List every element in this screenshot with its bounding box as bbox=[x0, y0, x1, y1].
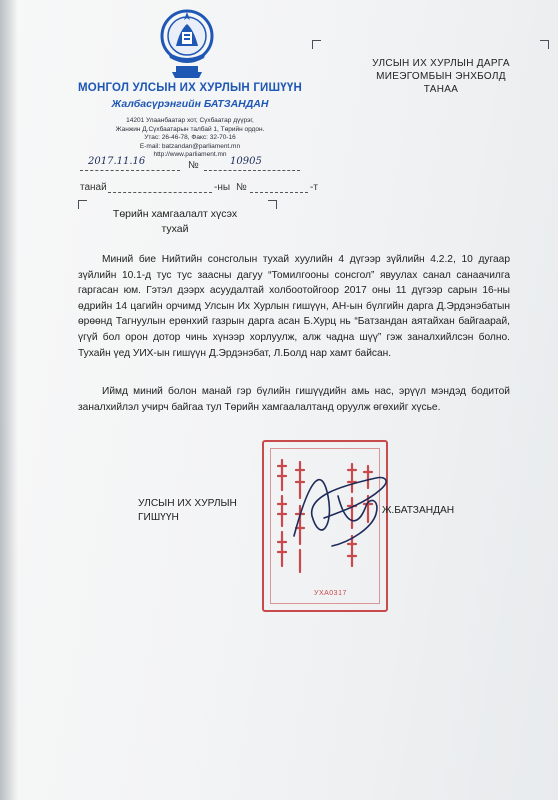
subject-line: Төрийн хамгаалалт хүсэх bbox=[112, 208, 238, 220]
signatory-title-line: ГИШҮҮН bbox=[138, 512, 179, 523]
tanai-field bbox=[108, 192, 212, 193]
corner-mark bbox=[312, 40, 321, 49]
corner-mark bbox=[540, 40, 549, 49]
stamp-code: УХА0317 bbox=[314, 590, 347, 597]
page-shadow bbox=[0, 0, 18, 800]
contact-phone-line: Утас: 26-46-78, Факс: 32-70-16 bbox=[144, 134, 236, 141]
letter-body bbox=[78, 384, 510, 415]
ny-label: -ны bbox=[214, 182, 231, 193]
letter-body bbox=[78, 252, 510, 361]
body-paragraph: Иймд миний болон манай гэр бүлийн гишүүдийн амь нас, эрүүл мэндэд бодитой заналхийлэл учирч байгаа тул Төрийн хамгаалалтанд оруулж өгөхийг хүсье. bbox=[78, 386, 510, 413]
number-label: № bbox=[188, 160, 199, 171]
subject-line: тухай bbox=[161, 223, 189, 235]
date-handwritten: 2017.11.16 bbox=[88, 156, 146, 167]
recipient-line: МИЕЭГОМБЫН ЭНХБОЛД bbox=[376, 71, 506, 82]
number-label: № bbox=[236, 182, 247, 193]
signatory-name: Ж.БАТЗАНДАН bbox=[382, 505, 455, 516]
number-handwritten: 10905 bbox=[230, 156, 262, 167]
recipient-line: ТАНАА bbox=[423, 84, 459, 95]
contact-address-line: Жанжин Д.Сүхбаатарын талбай 1, Төрийн ордон. bbox=[115, 125, 265, 133]
corner-mark bbox=[268, 200, 277, 209]
org-title: МОНГОЛ УЛСЫН ИХ ХУРЛЫН ГИШҮҮН bbox=[78, 82, 302, 94]
contact-email-line: E-mail: batzandan@parliament.mn bbox=[139, 142, 241, 150]
date-field bbox=[80, 170, 180, 171]
body-paragraph: Миний бие Нийтийн сонсголын тухай хуулийн 4 дүгээр зүйлийн 4.2.2, 10 дугаар зүйлийн 10.1-д тус тус заасны дагуу “Томилгооны сонсгол” явуулах санал санаачилга гаргасан юм. Гэтэл дээрх асуудалтай холбоотойгоор 2017 оны 11 дүгээр сарын 16-ны өдрийн 14 цагийн орчимд Улсын Их Хурлын гишүүн, АН-ын бүлгийн дарга Д.Эрдэнэбатын өрөөнд Тагнуулын ерөнхий газрын дарга асан Б.Хурц нь “Батзандан аятайхан байгаарай, үгүй бол орон дотор чинь хүнээр хорлуулж, алж чадна шүү” гэж заналхийлсэн болно. Тухайн үед УИХ-ын гишүүн Д.Эрдэнэбат, Л.Болд нар хамт байсан. bbox=[78, 254, 510, 359]
contact-website-line: http://www.parliament.mn bbox=[153, 151, 227, 158]
signatory-title bbox=[138, 497, 237, 525]
recipient-line: УЛСЫН ИХ ХУРЛЫН ДАРГА bbox=[372, 58, 510, 69]
contact-address-line: 14201 Улаанбаатар хот, Сүхбаатар дүүрэг, bbox=[126, 117, 254, 124]
number-field bbox=[204, 170, 300, 171]
t-label: -т bbox=[310, 182, 318, 193]
tanai-number-field bbox=[250, 192, 308, 193]
state-emblem-icon bbox=[158, 6, 216, 82]
signatory-title-line: УЛСЫН ИХ ХУРЛЫН bbox=[138, 498, 237, 509]
member-name: Жалбасүрэнгийн БАТЗАНДАН bbox=[111, 98, 269, 110]
tanai-label: танай bbox=[80, 182, 107, 193]
corner-mark bbox=[78, 200, 87, 209]
